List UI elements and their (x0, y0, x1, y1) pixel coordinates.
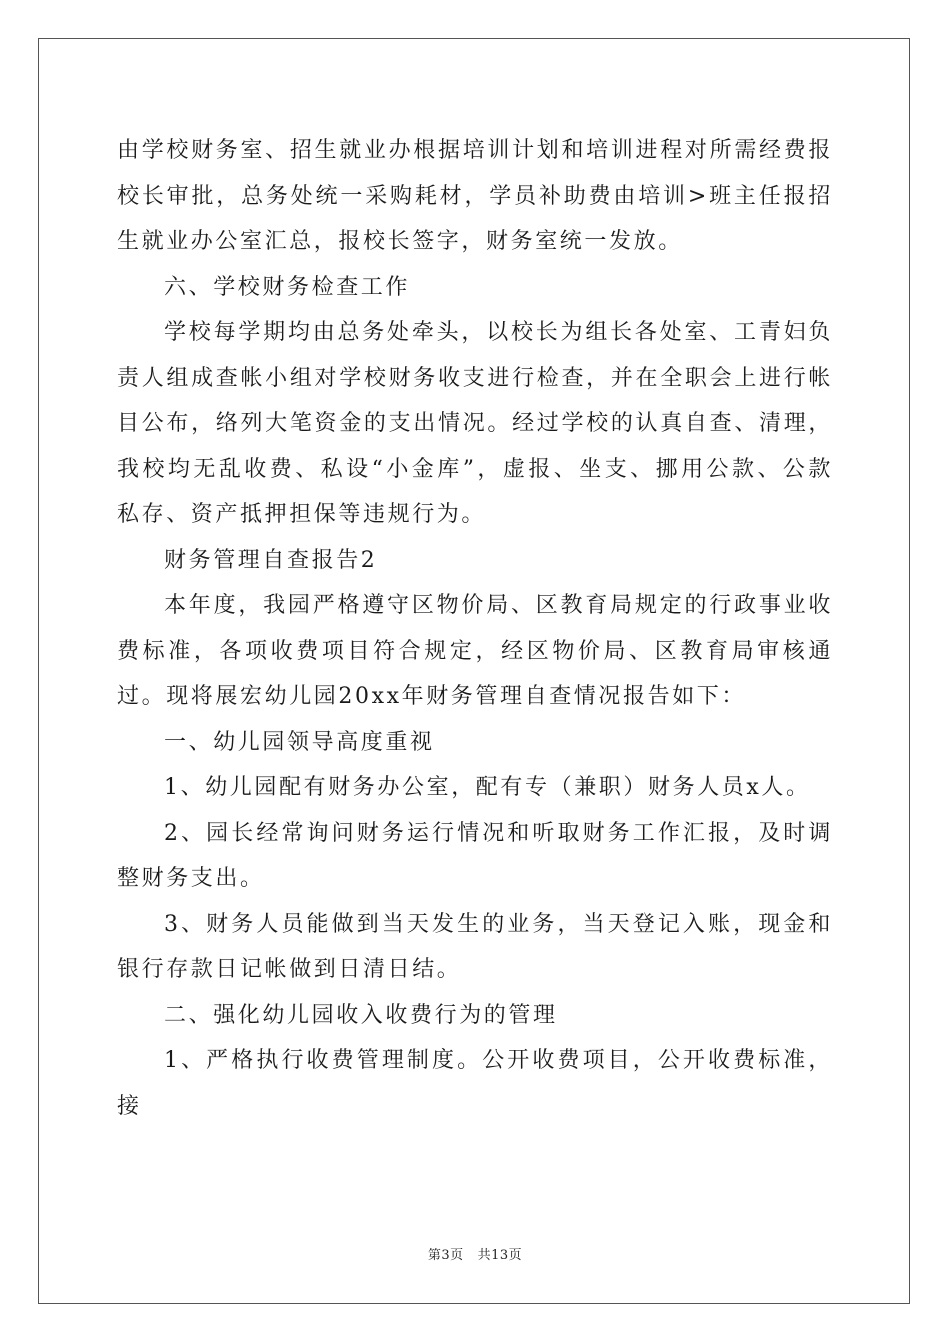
section-heading-1: 一、幼儿园领导高度重视 (164, 729, 435, 755)
list-item-4: 1、严格执行收费管理制度。公开收费项目，公开收费标准，接 (117, 1048, 833, 1119)
list-item-3: 3、财务人员能做到当天发生的业务，当天登记入账，现金和银行存款日记帐做到日清日结。 (117, 911, 833, 982)
list-item-1: 1、幼儿园配有财务办公室，配有专（兼职）财务人员x人。 (164, 775, 811, 800)
paragraph-3: 学校每学期均由总务处牵头，以校长为组长各处室、工青妇负责人组成查帐小组对学校财务收支进行检查，并在全职会上进行帐目公布，络列大笔资金的支出情况。经过学校的认真自查、清理，我校均无乱收费、私设“小金库”，虚报、坐支、挪用公款、公款私存、资产抵押担保等违规行为。 (117, 320, 833, 527)
page-footer (0, 1244, 950, 1263)
paragraph-5: 本年度，我园严格遵守区物价局、区教育局规定的行政事业收费标准，各项收费项目符合规定，经区物价局、区教育局审核通过。现将展宏幼儿园20xx年财务管理自查情况报告如下： (117, 593, 833, 709)
document-body (117, 128, 833, 1129)
section-heading-2: 二、强化幼儿园收入收费行为的管理 (164, 1002, 558, 1028)
list-item-2: 2、园长经常询问财务运行情况和听取财务工作汇报，及时调整财务支出。 (117, 820, 833, 891)
page-number: 第3页 (427, 1248, 464, 1263)
section-heading-6: 六、学校财务检查工作 (164, 274, 411, 300)
report-title-2: 财务管理自查报告2 (164, 547, 378, 573)
paragraph-1: 由学校财务室、招生就业办根据培训计划和培训进程对所需经费报校长审批，总务处统一采购耗材，学员补助费由培训>班主任报招生就业办公室汇总，报校长签字，财务室统一发放。 (117, 138, 833, 254)
page-total: 共13页 (477, 1248, 523, 1263)
